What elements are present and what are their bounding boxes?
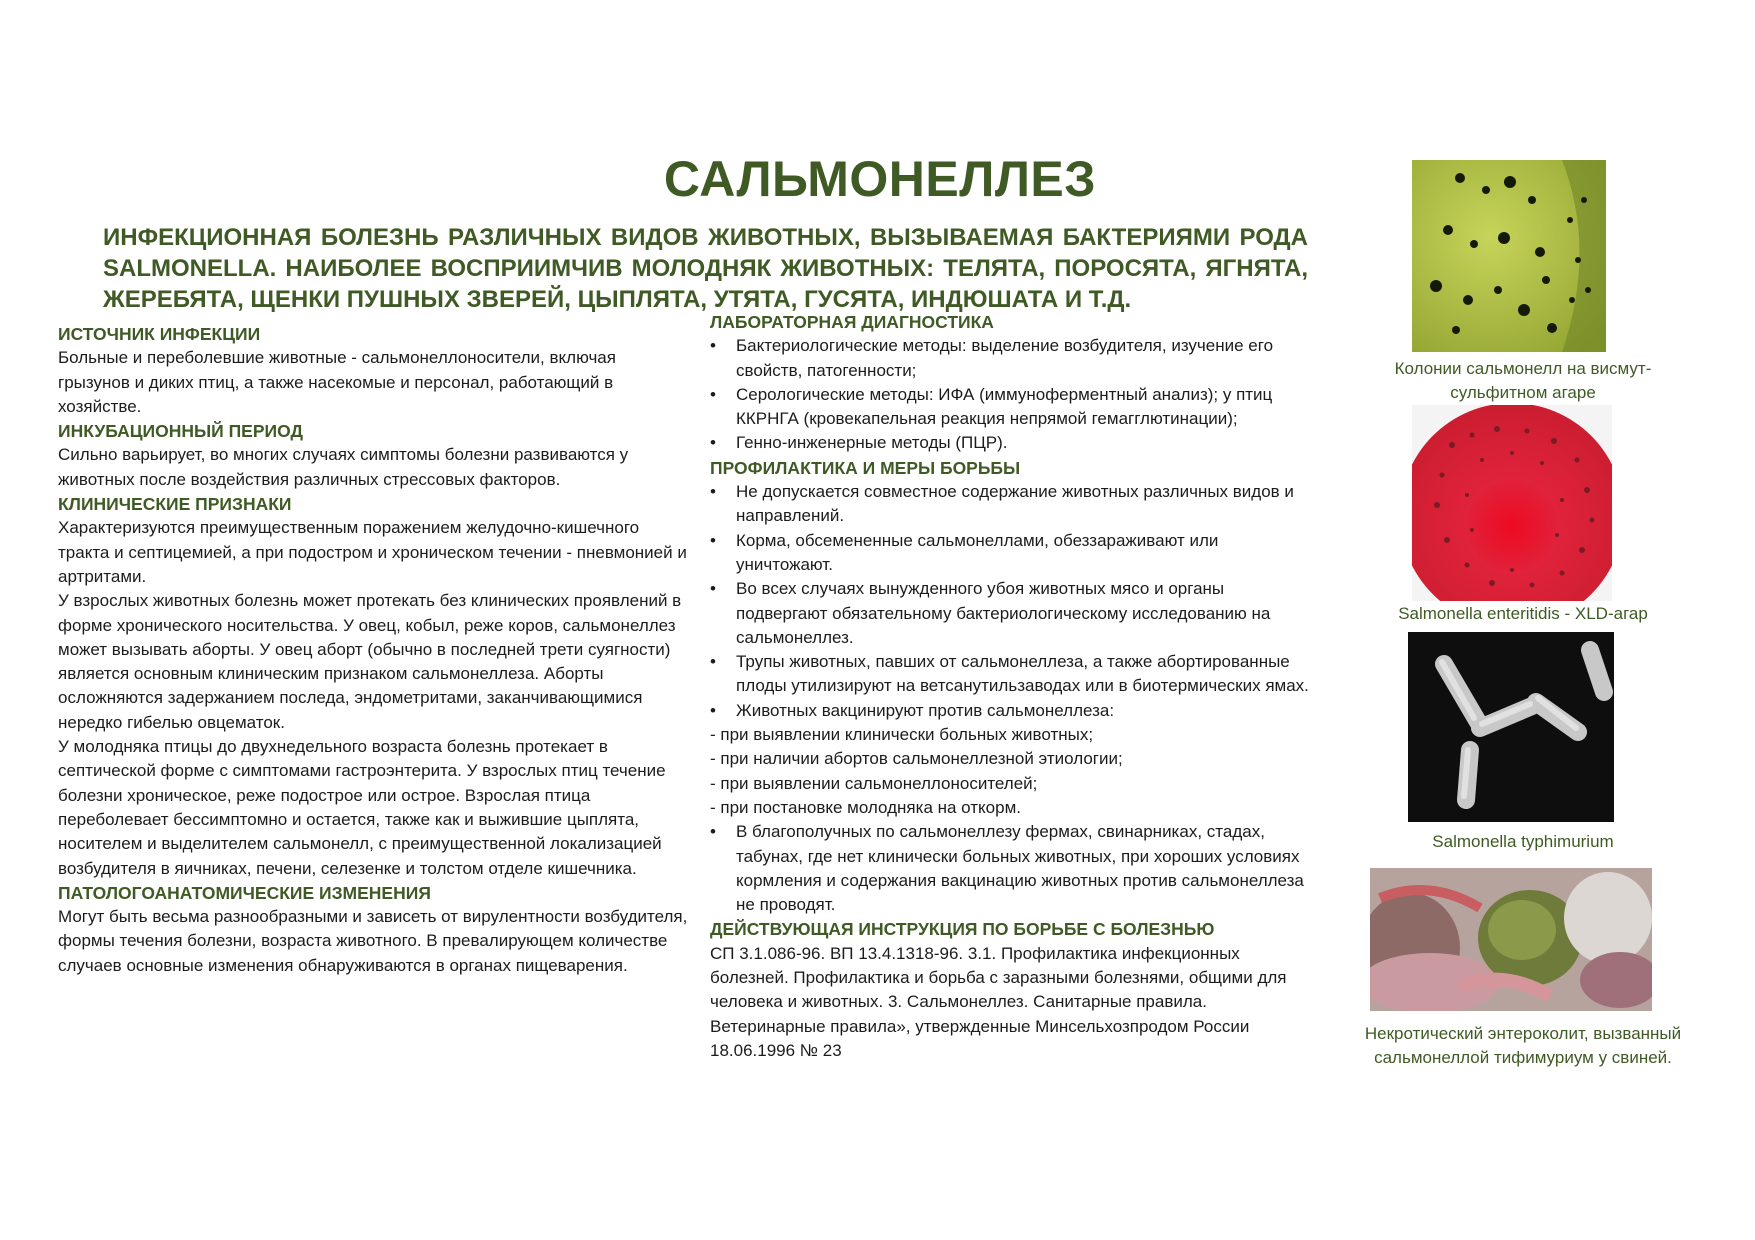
pathology-heading: ПАТОЛОГОАНАТОМИЧЕСКИЕ ИЗМЕНЕНИЯ [58,882,431,903]
lead-paragraph: ИНФЕКЦИОННАЯ БОЛЕЗНЬ РАЗЛИЧНЫХ ВИДОВ ЖИВОТНЫХ, ВЫЗЫВАЕМАЯ БАКТЕРИЯМИ РОДА SALMONELLA. НАИБОЛЕЕ ВОСПРИИМЧИВ МОЛОДНЯК ЖИВОТНЫХ: ТЕЛЯТА, ПОРОСЯТА, ЯГНЯТА, ЖЕРЕБЯТА, ЩЕНКИ ПУШНЫХ ЗВЕРЕЙ, ЦЫПЛЯТА, УТЯТА, ГУСЯТА, ИНДЮШАТА И Т.Д. [103,224,1308,313]
list-item: • Не допускается совместное содержание животных различных видов и направлений. [710,480,1310,529]
clinical-heading: КЛИНИЧЕСКИЕ ПРИЗНАКИ [58,494,292,515]
lab-heading: ЛАБОРАТОРНАЯ ДИАГНОСТИКА [710,312,994,332]
incubation-heading: ИНКУБАЦИОННЫЙ ПЕРИОД [58,421,303,442]
clinical-paragraph: У взрослых животных болезнь может протекать без клинических проявлений в форме хронического носительства. У овец, кобыл, реже коров, сальмонеллез может вызывать аборты. У овец аборт (обычно в последней трети суягности) является основным клиническим признаком сальмонеллеза. Аборты осложняются задержанием последа, эндометритами, заканчивающимися нередко гибелью овцематок. [58,591,682,732]
page-title: САЛЬМОНЕЛЛЕЗ [663,151,1097,207]
source-heading: ИСТОЧНИК ИНФЕКЦИИ [58,324,261,344]
necrotic-enterocolitis-photo [1370,868,1652,1011]
final-list [710,820,1310,917]
photo-caption: Некротический энтероколит, вызванный сальмонеллой тифимуриум у свиней. [1364,1024,1682,1067]
left-column [58,322,690,978]
list-item: • Животных вакцинируют против сальмонеллеза: [710,699,1310,723]
list-item: • Корма, обсемененные сальмонеллами, обеззараживают или уничтожают. [710,529,1310,578]
pathology-text: Могут быть весьма разнообразными и зависеть от вирулентности возбудителя, формы течения болезни, возраста животного. В превалирующем количестве случаев основные изменения обнаруживаются в органах пищеварения. [58,907,688,975]
vaccination-line: - при постановке молодняка на откорм. [710,797,1021,817]
photo-caption: Колонии сальмонелл на висмут-сульфитном агаре [1394,359,1652,402]
photo-caption: Salmonella typhimurium [1432,832,1614,851]
instruction-text: СП 3.1.086-96. ВП 13.4.1318-96. 3.1. Профилактика инфекционных болезней. Профилактика и борьба с заразными болезнями, общими для человека и животных. 3. Сальмонеллез. Санитарные правила. Ветеринарные правила», утвержденные Минсельхозпродом России 18.06.1996 № 23 [710,943,1287,1060]
list-item: • Трупы животных, павших от сальмонеллеза, а также абортированные плоды утилизируют на ветсанутильзаводах или в биотермических ямах. [710,650,1310,699]
incubation-text: Сильно варьирует, во многих случаях симптомы болезни развиваются у животных после воздействия различных стрессовых факторов. [58,445,629,489]
vaccination-line: - при наличии абортов сальмонеллезной этиологии; [710,749,1123,769]
prevention-heading: ПРОФИЛАКТИКА И МЕРЫ БОРЬБЫ [710,457,1021,478]
list-item: • Серологические методы: ИФА (иммуноферментный анализ); у птиц ККРНГА (кровекапельная реакция непрямой гемагглютинации); [710,383,1310,432]
list-item: • Бактериологические методы: выделение возбудителя, изучение его свойств, патогенности; [710,334,1310,383]
photo-caption: Salmonella enteritidis - XLD-агар [1398,604,1648,623]
clinical-paragraph: У молодняка птицы до двухнедельного возраста болезнь протекает в септической форме с симптомами гастроэнтерита. У взрослых птиц течение болезни хроническое, реже подострое или острое. Взрослая птица переболевает бессимптомно и остается, также как и выжившие цыплята, носителем и выделителем сальмонелл, с преимущественной локализацией возбудителя в яичниках, печени, селезенке и толстом отделе кишечника. [58,737,666,878]
middle-column [710,310,1310,1063]
list-item: • Генно-инженерные методы (ПЦР). [710,431,1310,455]
xld-agar-photo [1412,405,1612,601]
list-item: • Во всех случаях вынужденного убоя животных мясо и органы подвергают обязательному бактериологическому исследованию на сальмонеллез. [710,577,1310,650]
clinical-paragraph: Характеризуются преимущественным поражением желудочно-кишечного тракта и септицемией, а при подостром и хроническом течении - пневмонией и артритами. [58,518,687,586]
source-text: Больные и переболевшие животные - сальмонеллоносители, включая грызунов и диких птиц, а также насекомые и персонал, работающий в хозяйстве. [58,348,616,416]
vaccination-line: - при выявлении клинически больных животных; [710,725,1094,745]
agar-colonies-photo [1412,160,1606,352]
vaccination-line: - при выявлении сальмонеллоносителей; [710,773,1038,793]
list-item: • В благополучных по сальмонеллезу фермах, свинарниках, стадах, табунах, где нет клинически больных животных, при хороших условиях кормления и содержания вакцинацию животных против сальмонеллеза не проводят. [710,820,1310,917]
electron-micrograph-photo [1408,632,1614,822]
instruction-heading: ДЕЙСТВУЮЩАЯ ИНСТРУКЦИЯ ПО БОРЬБЕ С БОЛЕЗНЬЮ [710,919,1215,940]
lab-list [710,334,1310,455]
prevention-list [710,480,1310,723]
